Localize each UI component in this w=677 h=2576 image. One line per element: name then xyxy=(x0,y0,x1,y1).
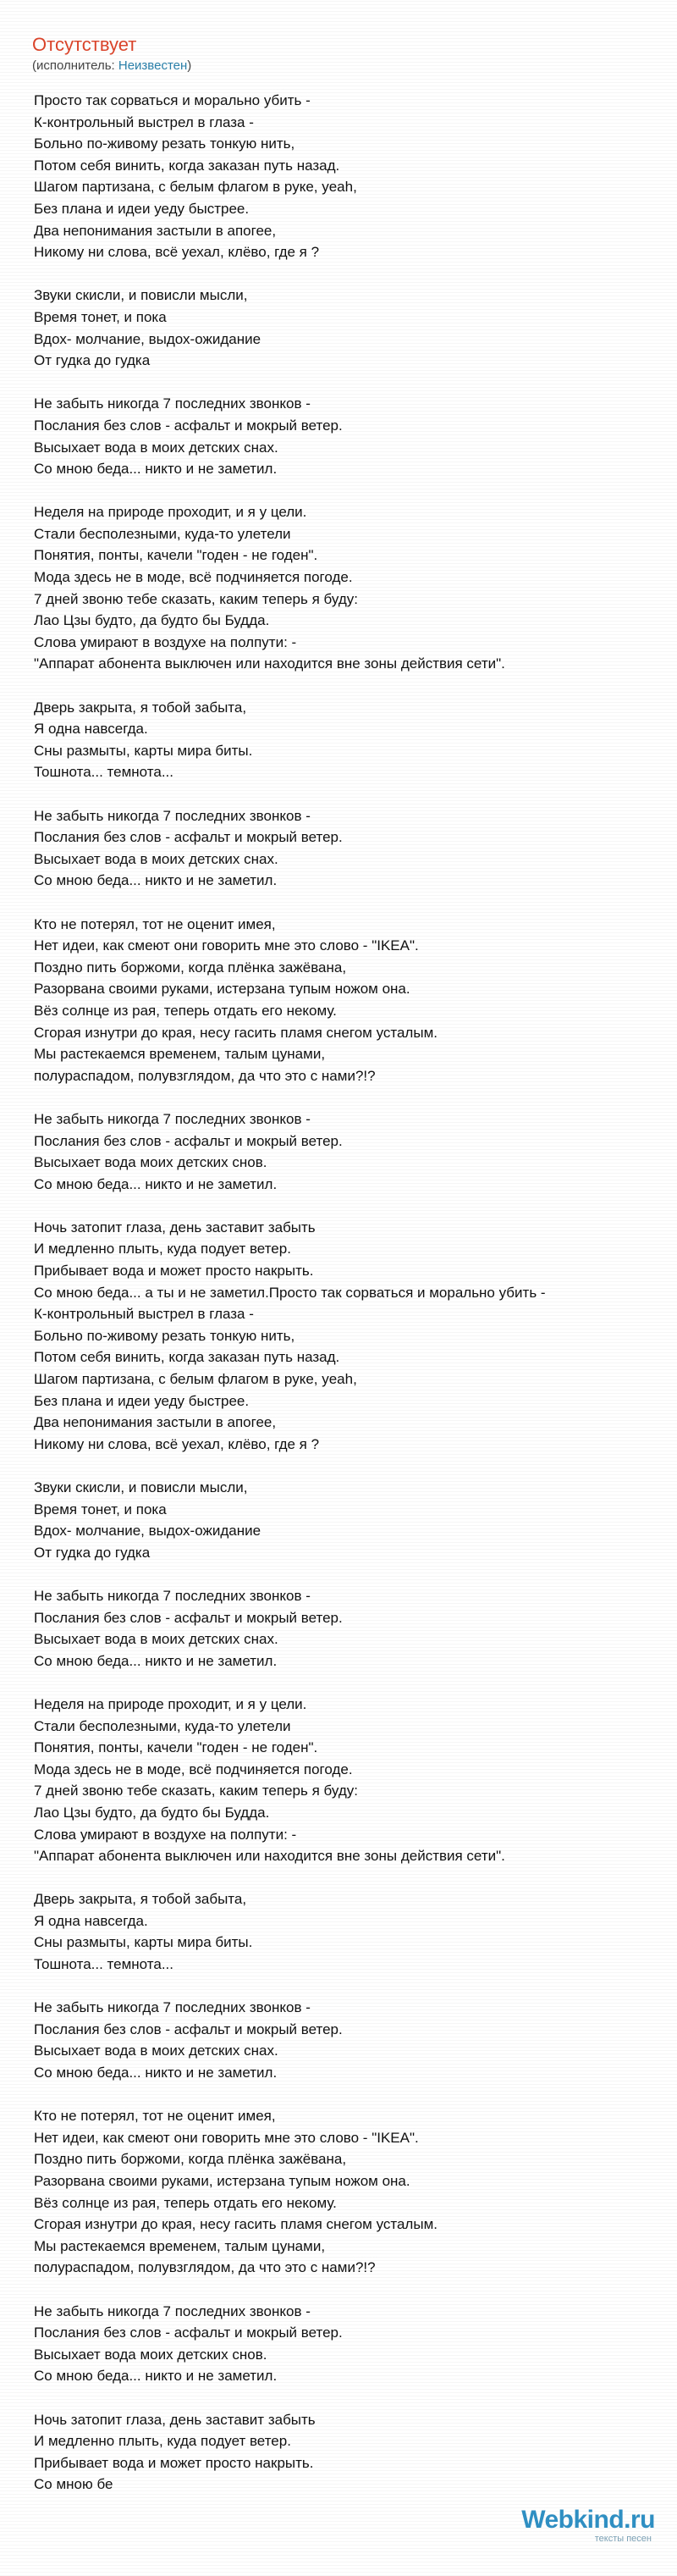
site-logo[interactable] xyxy=(521,2507,655,2545)
lyric-line: Дверь закрыта, я тобой забыта, xyxy=(34,699,247,716)
lyric-line: Вдох- молчание, выдох-ожидание xyxy=(34,1523,261,1540)
lyric-line: полураспадом, полувзглядом, да что это с нами?!? xyxy=(34,1067,376,1084)
lyric-line: Прибывает вода и может просто накрыть. xyxy=(34,1263,314,1280)
lyric-line: Послания без слов - асфальт и мокрый ветер. xyxy=(34,2020,343,2037)
lyric-line: Больно по-живому резать тонкую нить, xyxy=(34,135,295,152)
lyric-blank-line xyxy=(34,1086,660,1108)
lyric-line: Просто так сорваться и морально убить - xyxy=(34,92,311,108)
lyric-line: Мода здесь не в моде, всё подчиняется погоде. xyxy=(34,1761,353,1777)
lyric-blank-line xyxy=(34,263,660,285)
lyric-line: Нет идеи, как смеют они говорить мне это слово - "IKEA". xyxy=(34,937,419,954)
lyric-line: Больно по-живому резать тонкую нить, xyxy=(34,1327,295,1344)
lyric-line: Время тонет, и пока xyxy=(34,1501,167,1517)
lyric-line: Никому ни слова, всё уехал, клёво, где я ? xyxy=(34,244,320,261)
lyric-line: Ночь затопит глаза, день заставит забыть xyxy=(34,1219,316,1235)
lyric-line: Слова умирают в воздухе на полпути: - xyxy=(34,1826,297,1843)
lyric-line: Я одна навсегда. xyxy=(34,721,148,738)
lyric-line: Высыхает вода в моих детских снах. xyxy=(34,850,278,867)
lyric-line: Со мною бе xyxy=(34,2476,113,2493)
lyric-line: От гудка до гудка xyxy=(34,1544,151,1561)
lyric-line: Не забыть никогда 7 последних звонков - xyxy=(34,2302,311,2319)
lyric-line: Никому ни слова, всё уехал, клёво, где я ? xyxy=(34,1435,320,1452)
lyric-line: Разорвана своими руками, истерзана тупым ножом она. xyxy=(34,981,410,998)
lyric-line: Со мною беда... никто и не заметил. xyxy=(34,872,278,889)
lyric-line: Мы растекаемся временем, талым цунами, xyxy=(34,1046,326,1063)
lyric-line: Не забыть никогда 7 последних звонков - xyxy=(34,807,311,824)
lyric-line: Поздно пить боржоми, когда плёнка зажёвана, xyxy=(34,2151,347,2168)
song-title: Отсутствует xyxy=(32,34,137,55)
lyric-line: Поздно пить боржоми, когда плёнка зажёвана, xyxy=(34,959,347,976)
lyric-line: Сгорая изнутри до края, несу гасить пламя снегом усталым. xyxy=(34,2216,438,2233)
lyric-line: К-контрольный выстрел в глаза - xyxy=(34,113,254,130)
lyric-line: Шагом партизана, с белым флагом в руке, yeah, xyxy=(34,179,357,196)
lyric-blank-line xyxy=(34,1867,660,1889)
lyric-line: Сны размыты, карты мира биты. xyxy=(34,1934,253,1951)
lyric-line: Мода здесь не в моде, всё подчиняется погоде. xyxy=(34,569,353,586)
lyric-line: Слова умирают в воздухе на полпути: - xyxy=(34,633,297,650)
lyric-blank-line xyxy=(34,480,660,502)
logo-name: Webkind.ru xyxy=(521,2506,655,2534)
lyric-blank-line xyxy=(34,372,660,394)
lyric-line: Со мною беда... а ты и не заметил.Просто так сорваться и морально убить - xyxy=(34,1284,546,1301)
lyric-line: Лао Цзы будто, да будто бы Будда. xyxy=(34,612,270,629)
lyric-line: И медленно плыть, куда подует ветер. xyxy=(34,2433,291,2450)
lyric-line: К-контрольный выстрел в глаза - xyxy=(34,1306,254,1323)
logo-tagline: тексты песен xyxy=(594,2534,652,2544)
lyrics-text xyxy=(34,90,660,2496)
lyric-blank-line xyxy=(34,1976,660,1998)
lyric-line: Со мною беда... никто и не заметил. xyxy=(34,461,278,478)
lyric-blank-line xyxy=(34,2084,660,2106)
lyric-blank-line xyxy=(34,1672,660,1694)
lyric-line: Время тонет, и пока xyxy=(34,308,167,325)
lyric-line: Лао Цзы будто, да будто бы Будда. xyxy=(34,1804,270,1821)
lyric-line: Ночь затопит глаза, день заставит забыть xyxy=(34,2411,316,2428)
lyric-line: Вдох- молчание, выдох-ожидание xyxy=(34,330,261,347)
lyric-line: Шагом партизана, с белым флагом в руке, yeah, xyxy=(34,1371,357,1388)
lyric-line: Со мною беда... никто и не заметил. xyxy=(34,1652,278,1669)
lyric-blank-line xyxy=(34,1563,660,1585)
lyric-line: Стали бесполезными, куда-то улетели xyxy=(34,1717,291,1734)
lyric-line: Кто не потерял, тот не оценит имея, xyxy=(34,2108,276,2125)
lyric-line: Без плана и идеи уеду быстрее. xyxy=(34,1392,250,1409)
lyric-blank-line xyxy=(34,892,660,914)
lyric-line: Потом себя винить, когда заказан путь назад. xyxy=(34,157,340,174)
lyric-line: 7 дней звоню тебе сказать, каким теперь я буду: xyxy=(34,1783,358,1799)
lyric-line: Со мною беда... никто и не заметил. xyxy=(34,2065,278,2081)
lyric-line: Звуки скисли, и повисли мысли, xyxy=(34,287,248,304)
lyric-line: Вёз солнце из рая, теперь отдать его некому. xyxy=(34,2194,337,2211)
lyric-line: Понятия, понты, качели "годен - не годен". xyxy=(34,1739,318,1756)
artist-suffix: ) xyxy=(187,58,192,73)
lyric-line: Послания без слов - асфальт и мокрый ветер. xyxy=(34,829,343,846)
lyric-line: Послания без слов - асфальт и мокрый ветер. xyxy=(34,2324,343,2341)
lyric-line: Не забыть никогда 7 последних звонков - xyxy=(34,395,311,412)
song-header xyxy=(32,34,191,75)
lyric-line: Мы растекаемся временем, талым цунами, xyxy=(34,2237,326,2254)
lyric-line: Высыхает вода в моих детских снах. xyxy=(34,2043,278,2059)
lyric-line: Высыхает вода в моих детских снах. xyxy=(34,439,278,456)
lyric-line: Послания без слов - асфальт и мокрый ветер. xyxy=(34,1132,343,1149)
lyric-line: Я одна навсегда. xyxy=(34,1912,148,1929)
lyric-blank-line xyxy=(34,1455,660,1477)
lyric-line: Тошнота... темнота... xyxy=(34,1956,173,1973)
lyric-line: полураспадом, полувзглядом, да что это с нами?!? xyxy=(34,2259,376,2276)
lyric-line: Не забыть никогда 7 последних звонков - xyxy=(34,1110,311,1127)
lyric-line: "Аппарат абонента выключен или находится вне зоны действия сети". xyxy=(34,1848,505,1865)
lyric-blank-line xyxy=(34,1195,660,1217)
lyric-line: Нет идеи, как смеют они говорить мне это слово - "IKEA". xyxy=(34,2129,419,2146)
artist-line xyxy=(32,58,191,75)
lyric-line: И медленно плыть, куда подует ветер. xyxy=(34,1241,291,1258)
lyric-line: Два непонимания застыли в апогее, xyxy=(34,1414,277,1431)
lyric-line: Тошнота... темнота... xyxy=(34,764,173,781)
lyric-line: Сны размыты, карты мира биты. xyxy=(34,742,253,759)
lyric-blank-line xyxy=(34,2387,660,2409)
lyric-line: Кто не потерял, тот не оценит имея, xyxy=(34,915,276,932)
artist-link[interactable]: Неизвестен xyxy=(118,58,188,73)
lyric-line: Дверь закрыта, я тобой забыта, xyxy=(34,1891,247,1908)
lyric-blank-line xyxy=(34,783,660,805)
lyric-line: Прибывает вода и может просто накрыть. xyxy=(34,2454,314,2471)
lyric-line: 7 дней звоню тебе сказать, каким теперь я буду: xyxy=(34,590,358,607)
lyric-line: Вёз солнце из рая, теперь отдать его некому. xyxy=(34,1002,337,1019)
lyric-line: Разорвана своими руками, истерзана тупым ножом она. xyxy=(34,2173,410,2189)
lyric-line: Послания без слов - асфальт и мокрый ветер. xyxy=(34,1609,343,1626)
lyric-line: Со мною беда... никто и не заметил. xyxy=(34,2368,278,2385)
lyric-line: Стали бесполезными, куда-то улетели xyxy=(34,525,291,542)
lyric-line: Высыхает вода в моих детских снах. xyxy=(34,1631,278,1648)
lyric-line: Не забыть никогда 7 последних звонков - xyxy=(34,1999,311,2016)
lyric-line: Неделя на природе проходит, и я у цели. xyxy=(34,1695,307,1712)
lyric-line: Высыхает вода моих детских снов. xyxy=(34,1154,267,1171)
lyric-line: Со мною беда... никто и не заметил. xyxy=(34,1175,278,1192)
lyric-blank-line xyxy=(34,2279,660,2301)
lyric-line: Послания без слов - асфальт и мокрый ветер. xyxy=(34,417,343,434)
lyric-line: Понятия, понты, качели "годен - не годен". xyxy=(34,547,318,564)
lyric-line: Без плана и идеи уеду быстрее. xyxy=(34,200,250,217)
artist-prefix: (исполнитель: xyxy=(32,58,118,73)
lyric-line: Не забыть никогда 7 последних звонков - xyxy=(34,1587,311,1604)
lyric-line: Два непонимания застыли в апогее, xyxy=(34,222,277,239)
lyric-line: Высыхает вода моих детских снов. xyxy=(34,2346,267,2363)
lyric-blank-line xyxy=(34,675,660,697)
lyric-line: "Аппарат абонента выключен или находится вне зоны действия сети". xyxy=(34,655,505,672)
lyric-line: Потом себя винить, когда заказан путь назад. xyxy=(34,1349,340,1366)
lyric-line: Сгорая изнутри до края, несу гасить пламя снегом усталым. xyxy=(34,1024,438,1041)
lyric-line: Неделя на природе проходит, и я у цели. xyxy=(34,504,307,521)
lyric-line: Звуки скисли, и повисли мысли, xyxy=(34,1479,248,1495)
lyric-line: От гудка до гудка xyxy=(34,352,151,369)
